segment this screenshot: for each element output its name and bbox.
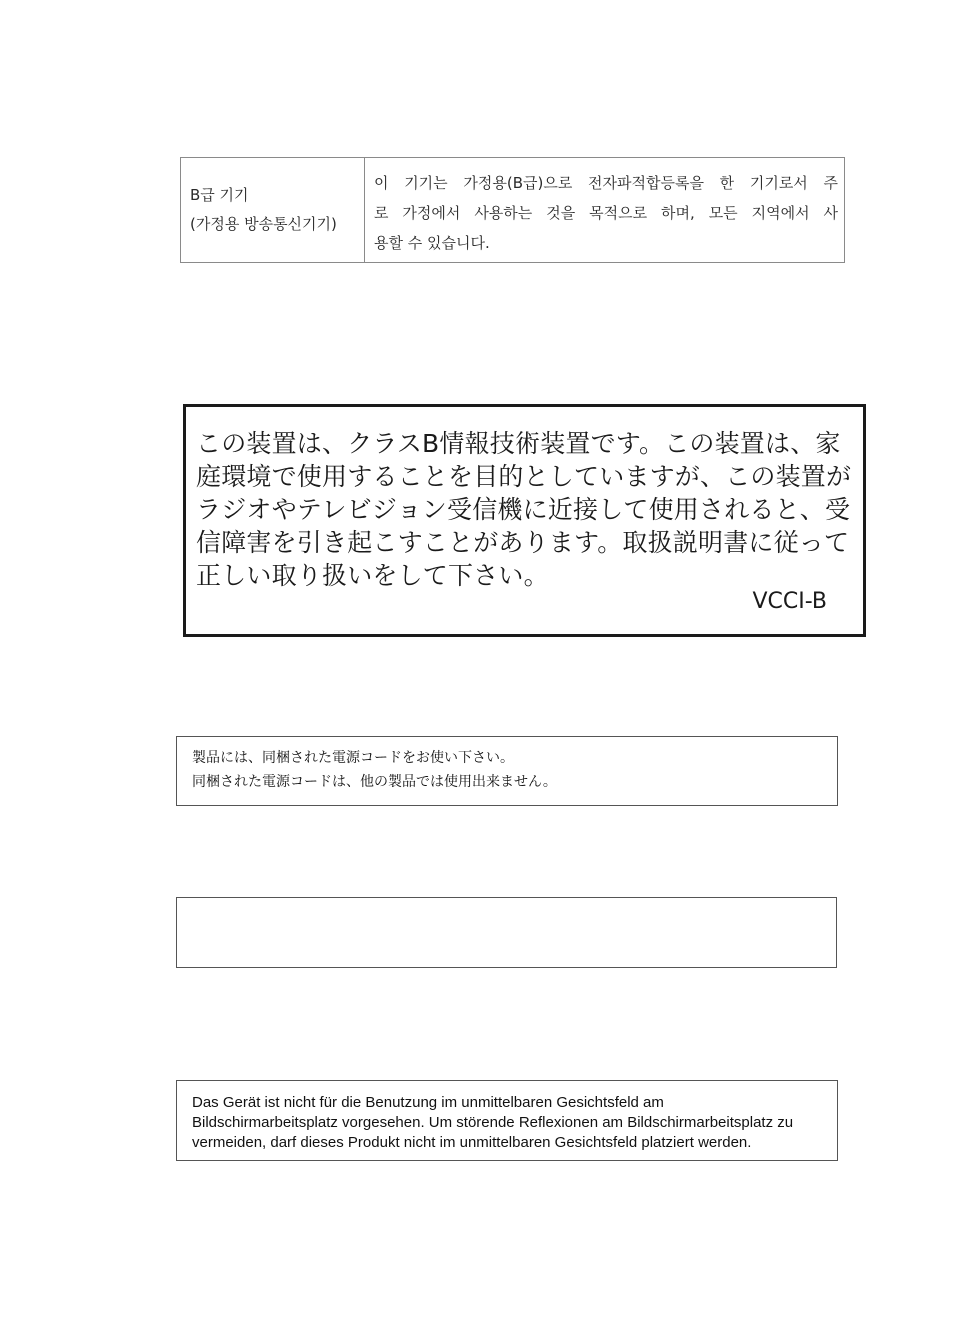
german-workplace-notice-box bbox=[176, 1080, 838, 1161]
vcci-notice-line: 正しい取り扱いをして下さい。 bbox=[196, 561, 549, 590]
korean-emc-notice-table bbox=[180, 157, 845, 263]
power-cord-notice-line: 製品には、同梱された電源コードをお使い下さい。 bbox=[192, 750, 514, 766]
empty-notice-box bbox=[176, 897, 837, 968]
korean-class-sublabel: (가정용 방송통신기기) bbox=[190, 215, 337, 233]
vcci-class-code: VCCI-B bbox=[752, 589, 827, 614]
german-notice-line: vermeiden, darf dieses Produkt nicht im unmittelbaren Gesichtsfeld platziert werden. bbox=[192, 1134, 752, 1151]
vcci-notice-line: ラジオやテレビジョン受信機に近接して使用されると、受 bbox=[196, 495, 851, 524]
german-notice-line: Das Gerät ist nicht für die Benutzung im unmittelbaren Gesichtsfeld am bbox=[192, 1094, 664, 1111]
power-cord-notice-line: 同梱された電源コードは、他の製品では使用出来ません。 bbox=[192, 774, 557, 790]
korean-class-cell bbox=[181, 158, 365, 262]
vcci-notice-line: 信障害を引き起こすことがあります。取扱説明書に従って bbox=[196, 528, 850, 557]
korean-description-cell bbox=[365, 158, 844, 262]
korean-description-line: 로 가정에서 사용하는 것을 목적으로 하며, 모든 지역에서 사 bbox=[374, 204, 838, 222]
korean-class-label: B급 기기 bbox=[190, 186, 249, 204]
power-cord-notice-box bbox=[176, 736, 838, 806]
korean-description-line: 용할 수 있습니다. bbox=[374, 234, 490, 252]
vcci-notice-line: この装置は、クラスB情報技術装置です。この装置は、家 bbox=[196, 429, 841, 458]
korean-description-line: 이 기기는 가정용(B급)으로 전자파적합등록을 한 기기로서 주 bbox=[374, 174, 838, 192]
german-notice-line: Bildschirmarbeitsplatz vorgesehen. Um störende Reflexionen am Bildschirmarbeitsplatz zu bbox=[192, 1114, 794, 1131]
vcci-notice-line: 庭環境で使用することを目的としていますが、この装置が bbox=[196, 462, 852, 491]
vcci-notice-text bbox=[196, 427, 852, 592]
vcci-notice-box bbox=[183, 404, 866, 637]
